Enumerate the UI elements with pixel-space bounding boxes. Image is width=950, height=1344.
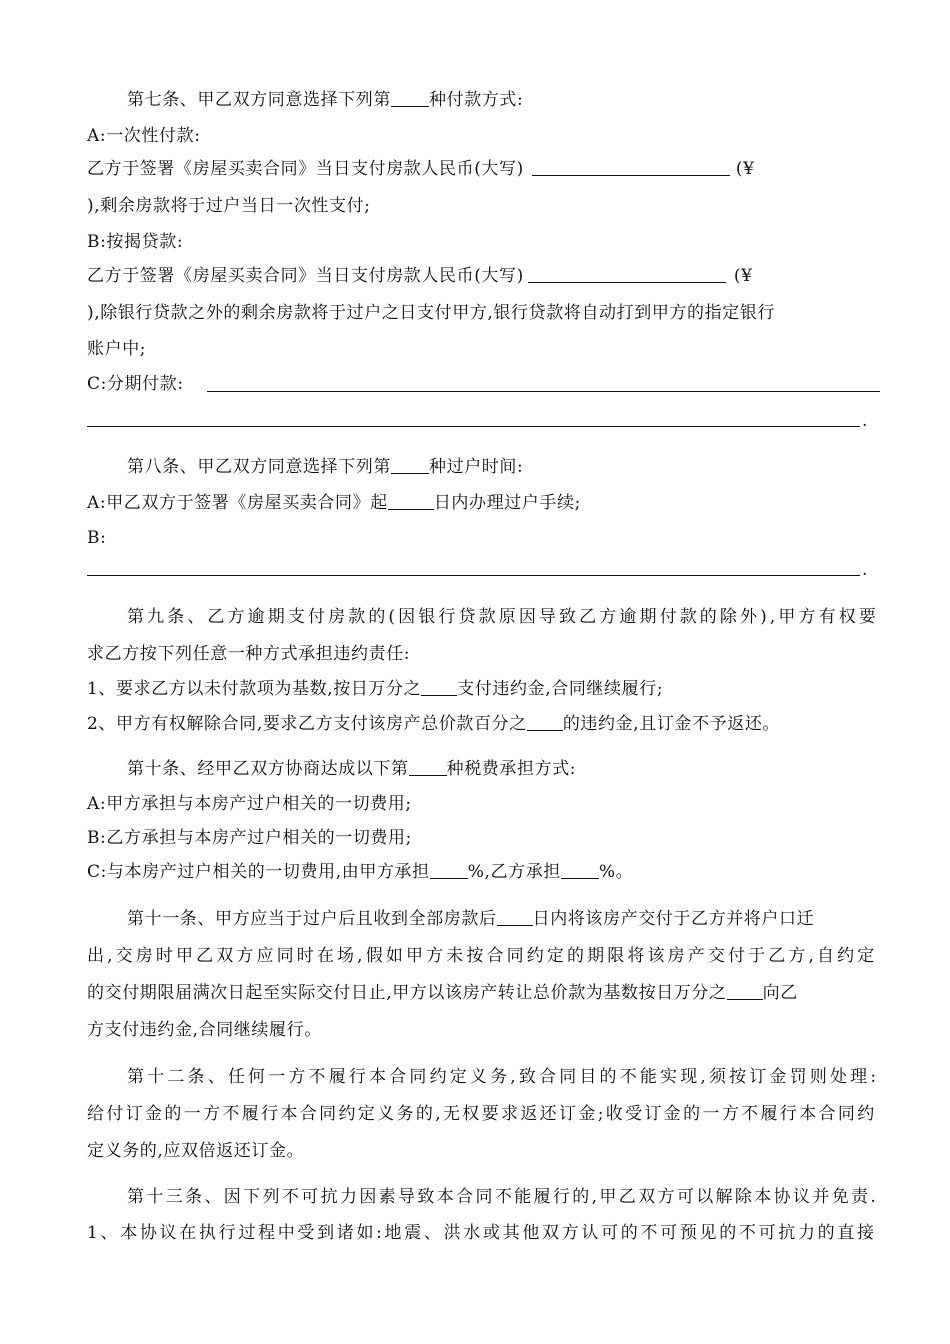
tax-option-a: A:甲方承担与本房产过户相关的一切费用; [87,794,412,814]
article-9-line-2: 求乙方按下列任意一种方式承担违约责任: [87,644,411,664]
option-a-continuation: ),剩余房款将于过户当日一次性支付; [87,196,371,216]
installment-blank-line[interactable] [207,391,880,392]
article-11-line-3: 的交付期限届满次日起至实际交付日止,甲方以该房产转让总价款为基数按日万分之 向乙 [87,983,798,1003]
installment-blank-line-2[interactable] [87,426,860,427]
option-b-text: 乙方于签署《房屋买卖合同》当日支付房款人民币(大写) (¥ [87,266,753,286]
choice-blank[interactable] [409,759,447,776]
article-8-heading: 第八条、甲乙双方同意选择下列第 种过户时间: [127,457,524,477]
article-11-line-1: 第十一条、甲方应当于过户后且收到全部房款后 日内将该房产交付于乙方并将户口迁 [127,909,815,929]
days-blank[interactable] [388,493,434,510]
party-a-share-blank[interactable] [430,862,468,879]
article-12-line-1: 第 十 二 条 、 任 何 一 方 不 履 行 本 合 同 约 定 义 务 , 致 合 同 目 的 不 能 实 现 , 须 按 订 金 罚 则 处 理 : [127,1067,877,1087]
article-12-line-3: 定义务的,应双倍返还订金。 [87,1141,305,1161]
article-11-line-4: 方支付违约金,合同继续履行。 [87,1020,322,1040]
choice-blank[interactable] [391,457,429,474]
article-11-line-2: 出 , 交 房 时 甲 乙 双 方 应 同 时 在 场 , 假 如 甲 方 未 按 合 同 约 定 的 期 限 将 该 房 产 交 付 于 乙 方 , 自 约 定 [87,946,875,966]
article-7-heading: 第七条、甲乙双方同意选择下列第 种付款方式: [127,90,524,110]
option-b-label: B:按揭贷款: [87,232,184,252]
tax-option-c: C:与本房产过户相关的一切费用,由甲方承担 %,乙方承担 %。 [87,862,634,882]
article-12-line-2: 给 付 订 金 的 一 方 不 履 行 本 合 同 约 定 义 务 的 , 无 权 要 求 返 还 订 金 ; 收 受 订 金 的 一 方 不 履 行 本 合 同 约 [87,1104,875,1124]
article-9-line-1: 第 九 条 、 乙 方 逾 期 支 付 房 款 的 ( 因 银 行 贷 款 原 因 导 致 乙 方 逾 期 付 款 的 除 外 ) , 甲 方 有 权 要 [127,607,877,627]
option-c-label: C:分期付款: [87,374,184,394]
transfer-option-a: A:甲乙双方于签署《房屋买卖合同》起 日内办理过户手续; [87,493,581,513]
article-10-heading: 第十条、经甲乙双方协商达成以下第 种税费承担方式: [127,759,577,779]
option-a-text: 乙方于签署《房屋买卖合同》当日支付房款人民币(大写) (¥ [87,159,755,179]
contract-page: 第七条、甲乙双方同意选择下列第 种付款方式: A:一次性付款: 乙方于签署《房屋买卖合同》当日支付房款人民币(大写) (¥ ),剩余房款将于过户当日一次性支付; B:按揭贷款: 乙方于签署《房屋买卖合同》当日支付房款人民币(大写) (¥ ),除银行贷款之外的剩余房款将于过户之日支付甲方,银行贷款将自动打到甲方的指定银行 账户中; C:分期付款: . 第八条、甲乙双方同意选择下列第 种过户时间: A:甲乙双方于签署《房屋买卖合同》起 日内办理过户手续; B: . 第 九 条 、 乙 方 逾 期 支 付 房 款 的 ( 因 银 行 贷 款 原 因 导 致 乙 方 逾 期 付 款 的 除 外 ) , 甲 方 有 权 要 求乙方按下列任意一种方式承担违约责任: 1、要求乙方以未付款项为基数,按日万分之 支付违约金,合同继续履行; 2、甲方有权解除合同,要求乙方支付该房产总价款百分之 的违约金,且订金不予返还。 第十条、经甲乙双方协商达成以下第 种税费承担方式: A:甲方承担与本房产过户相关的一切费用; B:乙方承担与本房产过户相关的一切费用; C:与本房产过户相关的一切费用,由甲方承担 %,乙方承担 %。 第十一条、甲方应当于过户后且收到全部房款后 日内将该房产交付于乙方并将户口迁 出 , 交 房 时 甲 乙 双 方 应 同 时 在 场 , 假 如 甲 方 未 按 合 同 约 定 的 期 限 将 该 房 产 交 付 于 乙 方 , 自 约 定 的交付期限届满次日起至实际交付日止,甲方以该房产转让总价款为基数按日万分之 向乙 方支付违约金,合同继续履行。 第 十 二 条 、 任 何 一 方 不 履 行 本 合 同 约 定 义 务 , 致 合 同 目 的 不 能 实 现 , 须 按 订 金 罚 则 处 理 : 给 付 订 金 的 一 方 不 履 行 本 合 同 约 定 义 务 的 , 无 权 要 求 返 还 订 金 ; 收 受 订 金 的 一 方 不 履 行 本 合 同 约 定义务的,应双倍返还订金。 第 十 三 条 、 因 下 列 不 可 抗 力 因 素 导 致 本 合 同 不 能 履 行 的 , 甲 乙 双 方 可 以 解 除 本 协 议 并 免 责 . 1 、 本 协 议 在 执 行 过 程 中 受 到 诸 如 : 地 震 、 洪 水 或 其 他 双 方 认 可 的 不 可 预 见 的 不 可 抗 力 的 直 接 [0,0,950,1344]
party-b-share-blank[interactable] [561,862,599,879]
rate-blank[interactable] [727,983,763,1000]
percent-blank[interactable] [527,714,563,731]
choice-blank[interactable] [391,90,429,107]
article-9-item-2: 2、甲方有权解除合同,要求乙方支付该房产总价款百分之 的违约金,且订金不予返还。 [87,714,781,734]
option-b-continuation: ),除银行贷款之外的剩余房款将于过户之日支付甲方,银行贷款将自动打到甲方的指定银行 [87,303,776,323]
amount-blank[interactable] [532,159,730,176]
option-b-continuation-2: 账户中; [87,339,147,359]
transfer-blank-line[interactable] [87,575,860,576]
article-13-line-2: 1 、 本 协 议 在 执 行 过 程 中 受 到 诸 如 : 地 震 、 洪 水 或 其 他 双 方 认 可 的 不 可 预 见 的 不 可 抗 力 的 直 接 [87,1223,875,1243]
article-13-line-1: 第 十 三 条 、 因 下 列 不 可 抗 力 因 素 导 致 本 合 同 不 能 履 行 的 , 甲 乙 双 方 可 以 解 除 本 协 议 并 免 责 . [127,1187,877,1207]
article-9-item-1: 1、要求乙方以未付款项为基数,按日万分之 支付违约金,合同继续履行; [87,679,664,699]
amount-blank[interactable] [528,266,726,283]
rate-blank[interactable] [421,679,457,696]
days-blank[interactable] [497,909,533,926]
option-a-label: A:一次性付款: [87,126,201,146]
transfer-option-b-label: B: [87,528,107,548]
tax-option-b: B:乙方承担与本房产过户相关的一切费用; [87,828,412,848]
